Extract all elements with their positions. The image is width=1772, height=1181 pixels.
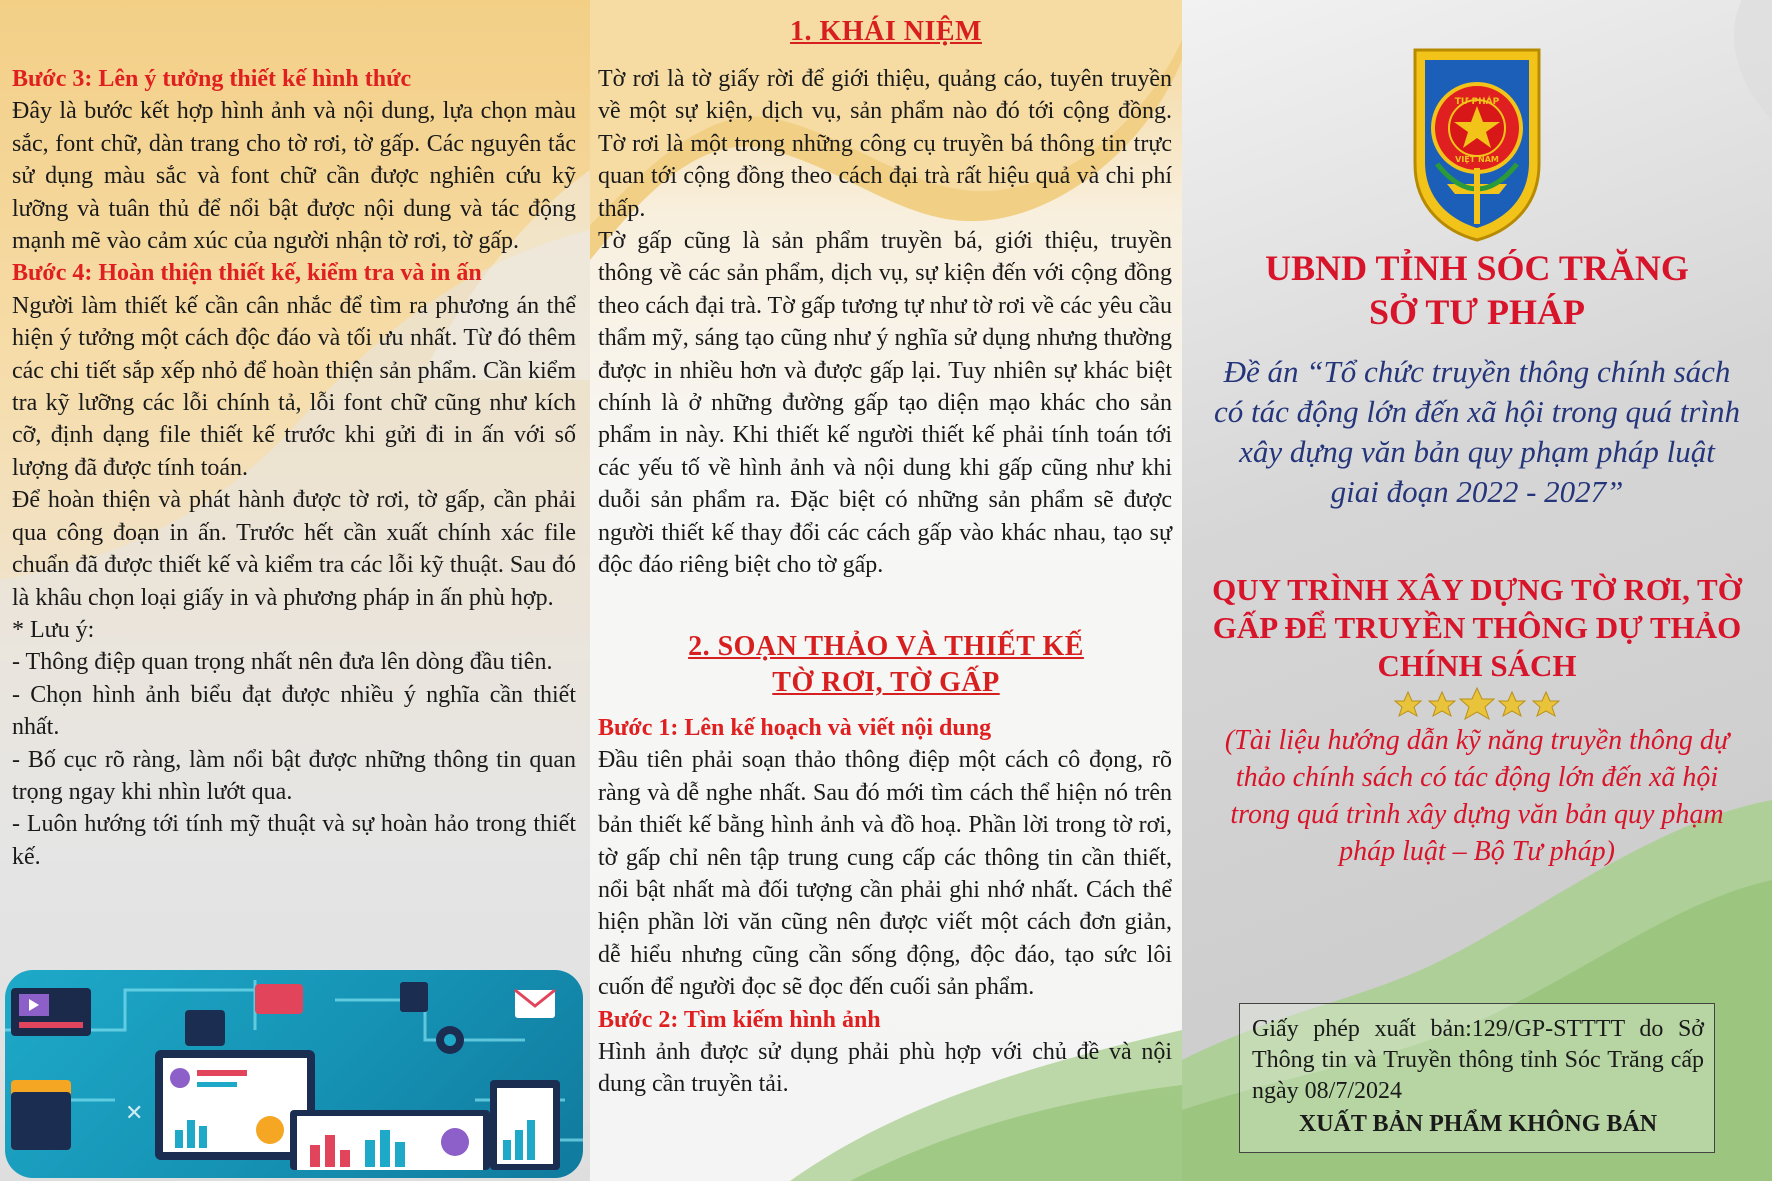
org-line2: SỞ TƯ PHÁP: [1368, 292, 1586, 332]
project-line3: xây dựng văn bản quy phạm pháp luật: [1239, 434, 1715, 469]
note-item-3: - Bố cục rõ ràng, làm nổi bật được những thông tin quan trọng ngay khi nhìn lướt qua.: [12, 746, 576, 805]
concept-folder: Tờ gấp cũng là sản phẩm truyền bá, giới thiệu, truyền thông về các sản phẩm, dịch vụ, sự kiện đến với cộng đồng theo cách đại trà. Tờ gấp tương tự như tờ rơi về các yêu cầu thẩm mỹ, sáng tạo cũng như ý nghĩa sử dụng nhưng thường được in nhiều hơn và được gấp lại. Tuy nhiên sự khác biệt chính là ở những đường gấp tạo diện mạo khác cho sản phẩm in này. Khi thiết kế người thiết kế phải tính toán tới các yếu tố về hình ảnh và nội dung khi gấp cũng như khi duỗi sản phẩm ra. Đặc biệt có những sản phẩm sẽ được người thiết kế thay đổi các cách gấp vào khác nhau, tạo sự độc đáo riêng biệt cho tờ gấp.: [598, 228, 1172, 579]
title-line2: GẤP ĐỂ TRUYỀN THÔNG DỰ THẢO: [1212, 610, 1742, 645]
design-illustration: [5, 970, 583, 1178]
subtitle-line2: thảo chính sách có tác động lớn đến xã hội: [1235, 762, 1719, 793]
publication-licence-box: [1239, 1003, 1715, 1153]
drafting-heading-line2: TỜ RƠI, TỜ GẤP: [772, 667, 1000, 698]
left-panel: [0, 0, 590, 1181]
star-icon: [1499, 692, 1525, 716]
project-line2: có tác động lớn đến xã hội trong quá trình: [1214, 394, 1740, 429]
note-item-1: - Thông điệp quan trọng nhất nên đưa lên dòng đầu tiên.: [12, 649, 553, 676]
subtitle-line1: (Tài liệu hướng dẫn kỹ năng truyền thông dự: [1224, 725, 1730, 756]
subtitle-line3: trong quá trình xây dựng văn bản quy phạm: [1230, 799, 1724, 830]
project-name: [1202, 352, 1752, 512]
not-for-sale-note: XUẤT BẢN PHẨM KHÔNG BÁN: [1298, 1111, 1658, 1137]
cover-panel: [1182, 0, 1772, 1181]
title-line1: QUY TRÌNH XÂY DỰNG TỜ RƠI, TỜ: [1212, 572, 1742, 607]
title-line3: CHÍNH SÁCH: [1377, 648, 1577, 683]
illustration-graphic: [5, 970, 583, 1178]
note-heading: * Lưu ý:: [12, 616, 95, 643]
stars-divider: [1392, 686, 1562, 722]
subtitle-line4: pháp luật – Bộ Tư pháp): [1339, 836, 1615, 867]
step1-heading: Bước 1: Lên kế hoạch và viết nội dung: [598, 715, 992, 741]
step3-heading: Bước 3: Lên ý tưởng thiết kế hình thức: [12, 66, 412, 92]
justice-emblem: [1407, 44, 1547, 244]
project-line1: Đề án “Tổ chức truyền thông chính sách: [1223, 354, 1731, 389]
star-icon: [1429, 692, 1455, 716]
step2-heading: Bước 2: Tìm kiếm hình ảnh: [598, 1006, 881, 1033]
drafting-heading-line1: 2. SOẠN THẢO VÀ THIẾT KẾ: [688, 631, 1084, 662]
org-line1: UBND TỈNH SÓC TRĂNG: [1265, 248, 1689, 288]
svg-text:✕: ✕: [125, 1101, 144, 1126]
step1-text: Đầu tiên phải soạn thảo thông điệp một cách cô đọng, rõ ràng và dễ nghe nhất. Sau đó mới tìm cách thể hiện nó trên bản thiết kế bằng hình ảnh và đồ hoạ. Phần lời trong tờ rơi, tờ gấp chỉ nên tập trung cung cấp các thông tin cần thiết, nổi bật nhất mà đối tượng cần phải ghi nhớ nhất. Cách thể hiện phần lời văn cũng nên được viết một cách đơn giản, dễ hiểu nhưng cũng cần sống động, độc đáo, tạo sức lôi cuốn để người đọc sẽ đọc đến cuối sản phẩm.: [598, 747, 1172, 1001]
licence-text: Giấy phép xuất bản:129/GP-STTTT do Sở Thông tin và Truyền thông tỉnh Sóc Trăng cấp ngày 08/7/2024: [1252, 1016, 1704, 1104]
star-icon: [1395, 692, 1421, 716]
drafting-text: [598, 712, 1172, 1101]
organization: [1182, 246, 1772, 334]
middle-panel: [590, 0, 1182, 1181]
project-line4: giai đoạn 2022 - 2027”: [1330, 474, 1624, 509]
document-title: [1192, 571, 1762, 685]
star-icon: [1460, 688, 1494, 719]
emblem-top-text: TƯ PHÁP: [1454, 97, 1500, 107]
step3-text: Đây là bước kết hợp hình ảnh và nội dung, lựa chọn màu sắc, font chữ, dàn trang cho tờ rơi, tờ gấp. Các nguyên tắc sử dụng màu sắc và font chữ cần được nghiên cứu kỹ lưỡng và tuân thủ để nổi bật được nội dung và tác động mạnh mẽ vào cảm xúc của người nhận tờ rơi, tờ gấp.: [12, 98, 576, 255]
step2-text: Hình ảnh được sử dụng phải phù hợp với chủ đề và nội dung cần truyền tải.: [598, 1039, 1172, 1098]
step4-heading: Bước 4: Hoàn thiện thiết kế, kiểm tra và in ấn: [12, 260, 482, 287]
star-icon: [1533, 692, 1559, 716]
note-item-4: - Luôn hướng tới tính mỹ thuật và sự hoàn hảo trong thiết kế.: [12, 811, 576, 870]
step4-text: Người làm thiết kế cần cân nhắc để tìm ra phương án thể hiện ý tưởng một cách độc đáo và tối ưu nhất. Từ đó thêm các chi tiết sắp xếp nhỏ để hoàn thiện sản phẩm. Cần kiểm tra kỹ lưỡng các lỗi chính tả, lỗi font chữ cũng như kích cỡ, định dạng file thiết kế trước khi gửi đi in ấn với số lượng đã được tính toán.: [12, 292, 576, 481]
concept-text: [598, 63, 1172, 582]
drafting-heading: [590, 629, 1182, 701]
left-text-column: [12, 63, 576, 873]
note-item-2: - Chọn hình ảnh biểu đạt được nhiều ý nghĩa cần thiết nhất.: [12, 681, 576, 741]
document-subtitle: [1194, 722, 1760, 870]
concept-heading: 1. KHÁI NIỆM: [790, 16, 982, 47]
emblem-bottom-text: VIỆT NAM: [1455, 155, 1499, 164]
concept-leaflet: Tờ rơi là tờ giấy rời để giới thiệu, quảng cáo, tuyên truyền về một sự kiện, dịch vụ, sản phẩm nào đó tới cộng đồng. Tờ rơi là một trong những công cụ truyền bá thông tin trực quan tới cộng đồng theo cách đại trà rất hiệu quả và chi phí thấp.: [598, 66, 1172, 222]
printing-text: Để hoàn thiện và phát hành được tờ rơi, tờ gấp, cần phải qua công đoạn in ấn. Trước hết cần xuất chính xác file chuẩn đã được thiết kế và kiểm tra các lỗi kỹ thuật. Sau đó là khâu chọn loại giấy in và phương pháp in ấn phù hợp.: [12, 487, 576, 611]
